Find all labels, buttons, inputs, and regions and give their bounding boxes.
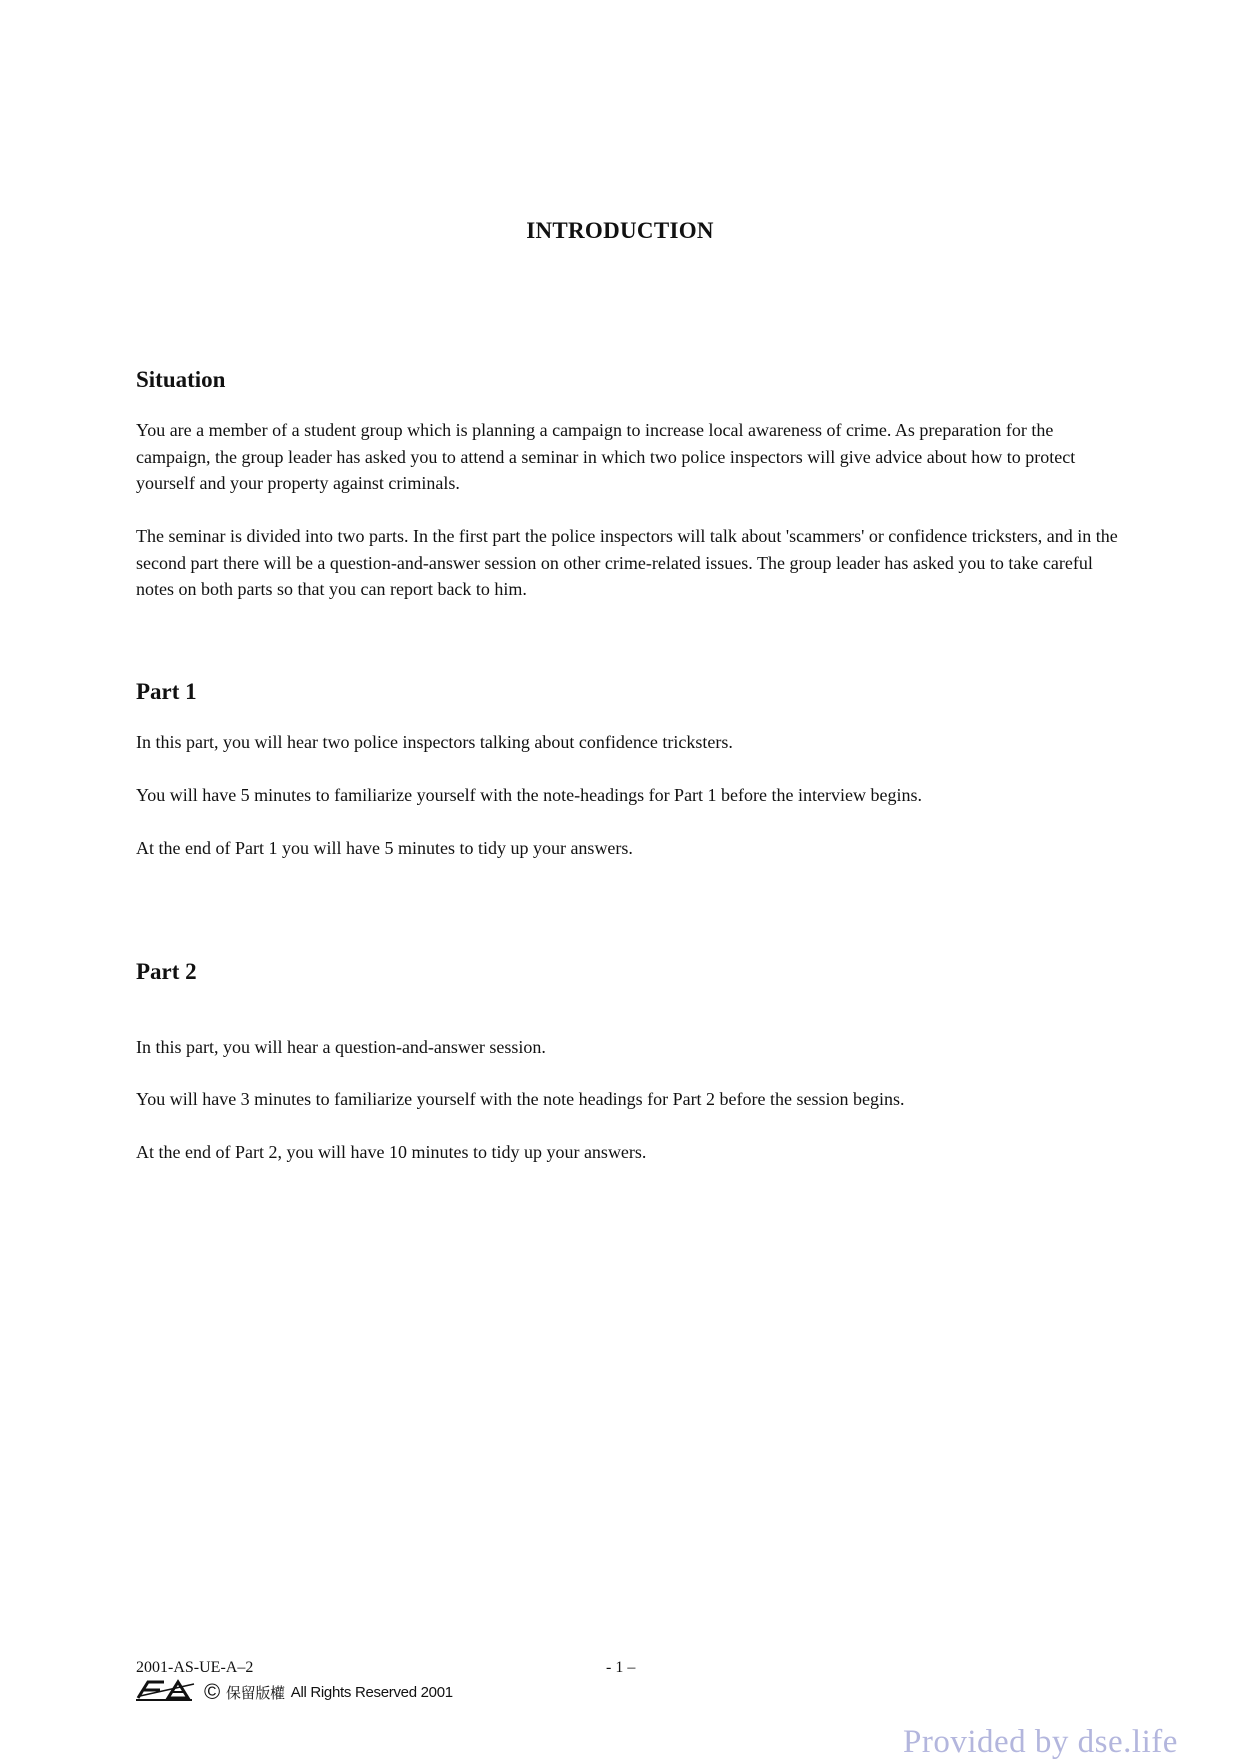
- part1-paragraph-3: At the end of Part 1 you will have 5 minutes to tidy up your answers.: [136, 838, 633, 858]
- copyright-symbol: ©: [204, 1679, 220, 1704]
- copyright-chinese: 保留版權: [225, 1684, 285, 1702]
- footer-copyright: [134, 1679, 453, 1705]
- footer-paper-code: 2001-AS-UE-A–2: [136, 1659, 254, 1676]
- situation-paragraph-2: The seminar is divided into two parts. In the first part the police inspectors will talk about 'scammers' or confidence tricksters, and in the second part there will be a question-and-answer session on other crime-related issues. The group leader has asked you to take careful notes on both parts so that you can report back to him.: [136, 526, 1118, 599]
- part2-heading: Part 2: [136, 959, 197, 984]
- part1-paragraph-2: You will have 5 minutes to familiarize yourself with the note-headings for Part 1 before the interview begins.: [136, 785, 922, 805]
- situation-heading: Situation: [136, 367, 226, 392]
- watermark: Provided by dse.life: [903, 1724, 1178, 1760]
- part2-paragraph-2: You will have 3 minutes to familiarize yourself with the note headings for Part 2 before the session begins.: [136, 1089, 905, 1109]
- part2-paragraph-1: In this part, you will hear a question-and-answer session.: [136, 1037, 546, 1057]
- page-title: INTRODUCTION: [526, 218, 714, 243]
- footer-page-number: - 1 –: [606, 1659, 636, 1676]
- copyright-text: All Rights Reserved 2001: [290, 1683, 453, 1701]
- part2-paragraph-3: At the end of Part 2, you will have 10 minutes to tidy up your answers.: [136, 1142, 647, 1162]
- situation-paragraph-1: You are a member of a student group which is planning a campaign to increase local awareness of crime. As preparation for the campaign, the group leader has asked you to attend a seminar in which two police inspectors will give advice about how to protect yourself and your property against criminals.: [136, 420, 1076, 493]
- part1-paragraph-1: In this part, you will hear two police inspectors talking about confidence tricksters.: [136, 732, 733, 752]
- hkeaa-logo-icon: [134, 1678, 198, 1706]
- part1-heading: Part 1: [136, 679, 197, 704]
